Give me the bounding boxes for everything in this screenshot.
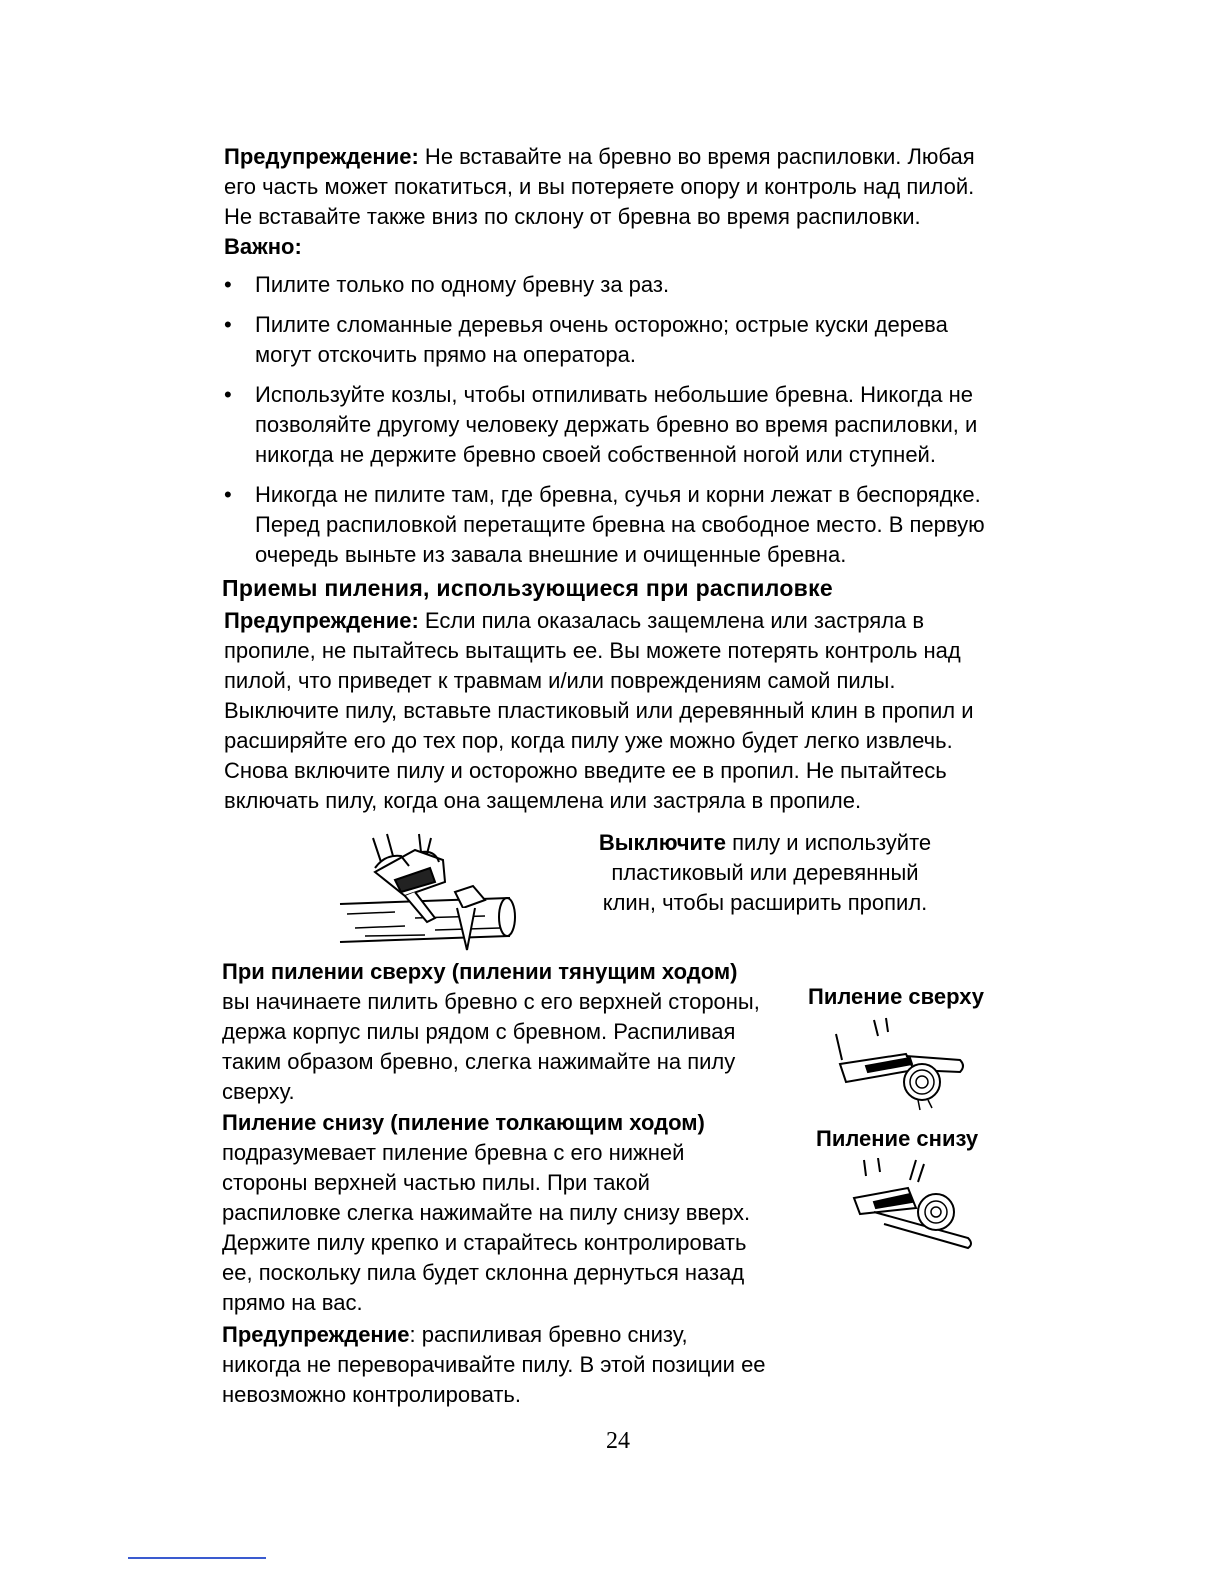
undercut-heading: Пиление снизу (пиление толкающим ходом) bbox=[222, 1110, 705, 1135]
list-item: Пилите только по одному бревну за раз. bbox=[255, 272, 670, 297]
bullet-dot: • bbox=[224, 312, 232, 337]
wedge-caption: Выключите пилу и используйте пластиковый или деревянный клин, чтобы расширить пропил. bbox=[598, 830, 932, 915]
undercut-figure-label: Пиление снизу bbox=[816, 1126, 979, 1151]
warning-label: Предупреждение bbox=[222, 1322, 410, 1347]
overcut-figure-label: Пиление сверху bbox=[808, 984, 985, 1009]
overcut-section: При пилении сверху (пилении тянущим ходом) вы начинаете пилить бревно с его верхней стороны, держа корпус пилы рядом с бревном. Распиливая таким образом бревно, слегка нажимайте на пилу сверху. bbox=[222, 957, 802, 1107]
overcut-illustration bbox=[826, 1016, 968, 1112]
list-item: Используйте козлы, чтобы отпиливать небольшие бревна. Никогда не позволяйте другому человеку держать бревно во время распиловки, и никогда не держите бревно своей собственной ногой или ступней. bbox=[255, 382, 978, 467]
wedge-illustration bbox=[335, 832, 520, 954]
page-number: 24 bbox=[606, 1428, 630, 1454]
footer-rule bbox=[128, 1557, 266, 1559]
section-heading: Приемы пиления, использующиеся при распиловке bbox=[222, 575, 834, 601]
final-warning: Предупреждение: распиливая бревно снизу, никогда не переворачивайте пилу. В этой позиции ее невозможно контролировать. bbox=[222, 1322, 766, 1407]
intro-warning: Предупреждение: Не вставайте на бревно во время распиловки. Любая его часть может покатиться, и вы потеряете опору и контроль над пилой. Не вставайте также вниз по склону от бревна во время распиловки. Важно: bbox=[224, 144, 975, 259]
overcut-heading: При пилении сверху (пилении тянущим ходом) bbox=[222, 959, 738, 984]
undercut-illustration bbox=[844, 1158, 976, 1254]
undercut-section: Пиление снизу (пиление толкающим ходом) подразумевает пиление бревна с его нижней стороны верхней частью пилы. При такой распиловке слегка нажимайте на пилу снизу вверх. Держите пилу крепко и старайтесь контролировать ее, поскольку пила будет склонна дернуться назад прямо на вас. bbox=[222, 1108, 802, 1318]
bullet-dot: • bbox=[224, 382, 232, 407]
bullet-dot: • bbox=[224, 272, 232, 297]
warning-label: Предупреждение: bbox=[224, 608, 419, 633]
pinch-warning: Предупреждение: Если пила оказалась защемлена или застряла в пропиле, не пытайтесь вытащить ее. Вы можете потерять контроль над пилой, что приведет к травмам и/или повреждениям самой пилы. Выключите пилу, вставьте пластиковый или деревянный клин в пропил и расширяйте его до тех пор, когда пилу уже можно будет легко извлечь. Снова включите пилу и осторожно введите ее в пропил. Не пытайтесь включать пилу, когда она защемлена или застряла в пропиле. bbox=[224, 608, 974, 813]
important-label: Важно: bbox=[224, 234, 302, 259]
bullet-dot: • bbox=[224, 482, 232, 507]
list-item: Пилите сломанные деревья очень осторожно; острые куски дерева могут отскочить прямо на оператора. bbox=[255, 312, 948, 367]
warning-label: Предупреждение: bbox=[224, 144, 419, 169]
list-item: Никогда не пилите там, где бревна, сучья и корни лежат в беспорядке. Перед распиловкой перетащите бревна на свободное место. В первую очередь выньте из завала внешние и очищенные бревна. bbox=[255, 482, 985, 567]
